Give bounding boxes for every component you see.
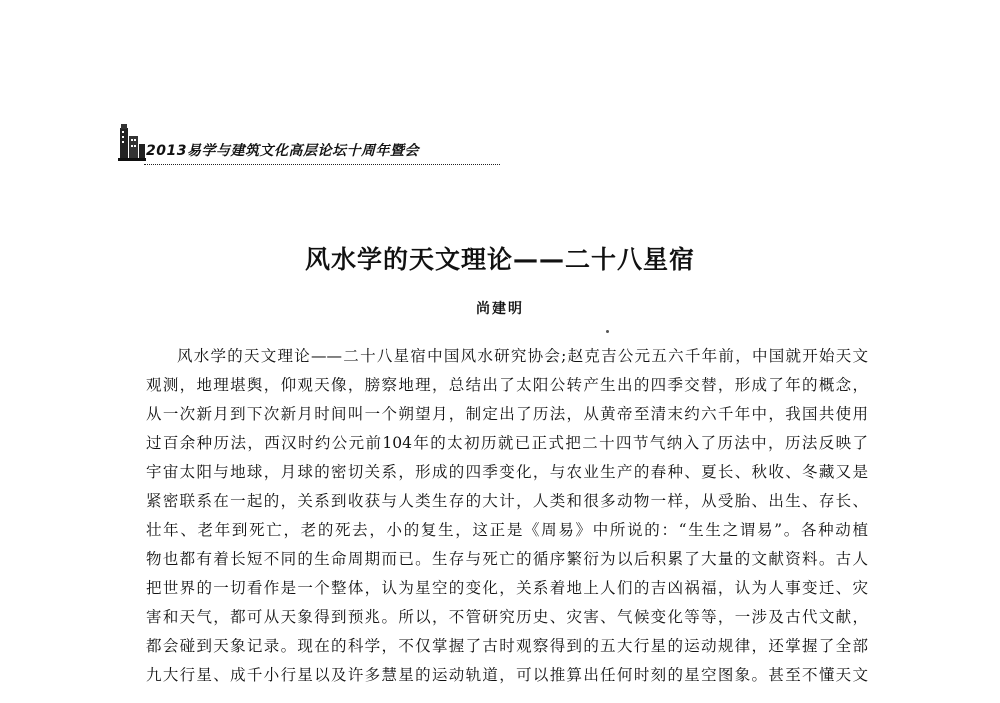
- body-line: 都会碰到天象记录。现在的科学，不仅掌握了古时观察得到的五大行星的运动规律，还掌握了全部: [146, 637, 868, 655]
- body-line: 从一次新月到下次新月时间叫一个朔望月，制定出了历法，从黄帝至清末约六千年中，我国共使用: [146, 405, 868, 423]
- body-line: 物也都有着长短不同的生命周期而已。生存与死亡的循序繁衍为以后积累了大量的文献资料。古人: [146, 550, 868, 568]
- body-line: 观测，地理堪舆，仰观天像，膀察地理，总结出了太阳公转产生出的四季交替，形成了年的概念，: [146, 376, 868, 394]
- body-line: 壮年、老年到死亡，老的死去，小的复生，这正是《周易》中所说的：“生生之谓易”。各种动植: [146, 521, 868, 539]
- header-dotted-rule: [144, 164, 500, 165]
- running-header: [118, 122, 498, 170]
- body-line: 九大行星、成千小行星以及许多慧星的运动轨道，可以推算出任何时刻的星空图象。甚至不懂天文: [146, 666, 868, 684]
- body-line: 紧密联系在一起的，关系到收获与人类生存的大计，人类和很多动物一样，从受胎、出生、存长、: [146, 492, 868, 510]
- body-line: 把世界的一切看作是一个整体，认为星空的变化，关系着地上人们的吉凶祸福，认为人事变迁、灾: [146, 579, 868, 597]
- article-title: 风水学的天文理论——二十八星宿: [304, 245, 695, 274]
- building-logo-icon: [118, 122, 146, 162]
- running-header-title: 2013易学与建筑文化高层论坛十周年暨会: [146, 143, 419, 159]
- body-line: 过百余种历法，西汉时约公元前104年的太初历就已正式把二十四节气纳入了历法中，历法反映了: [146, 434, 868, 452]
- article-body: [146, 342, 868, 690]
- scan-speck: [606, 330, 609, 333]
- body-line: 害和天气，都可从天象得到预兆。所以，不管研究历史、灾害、气候变化等等，一涉及古代文献，: [146, 608, 868, 626]
- body-line: 风水学的天文理论——二十八星宿中国风水研究协会;赵克吉公元五六千年前，中国就开始天文: [177, 347, 868, 365]
- body-line: 宇宙太阳与地球，月球的密切关系，形成的四季变化，与农业生产的春种、夏长、秋收、冬藏又是: [146, 463, 868, 481]
- article-author: 尚建明: [476, 301, 524, 317]
